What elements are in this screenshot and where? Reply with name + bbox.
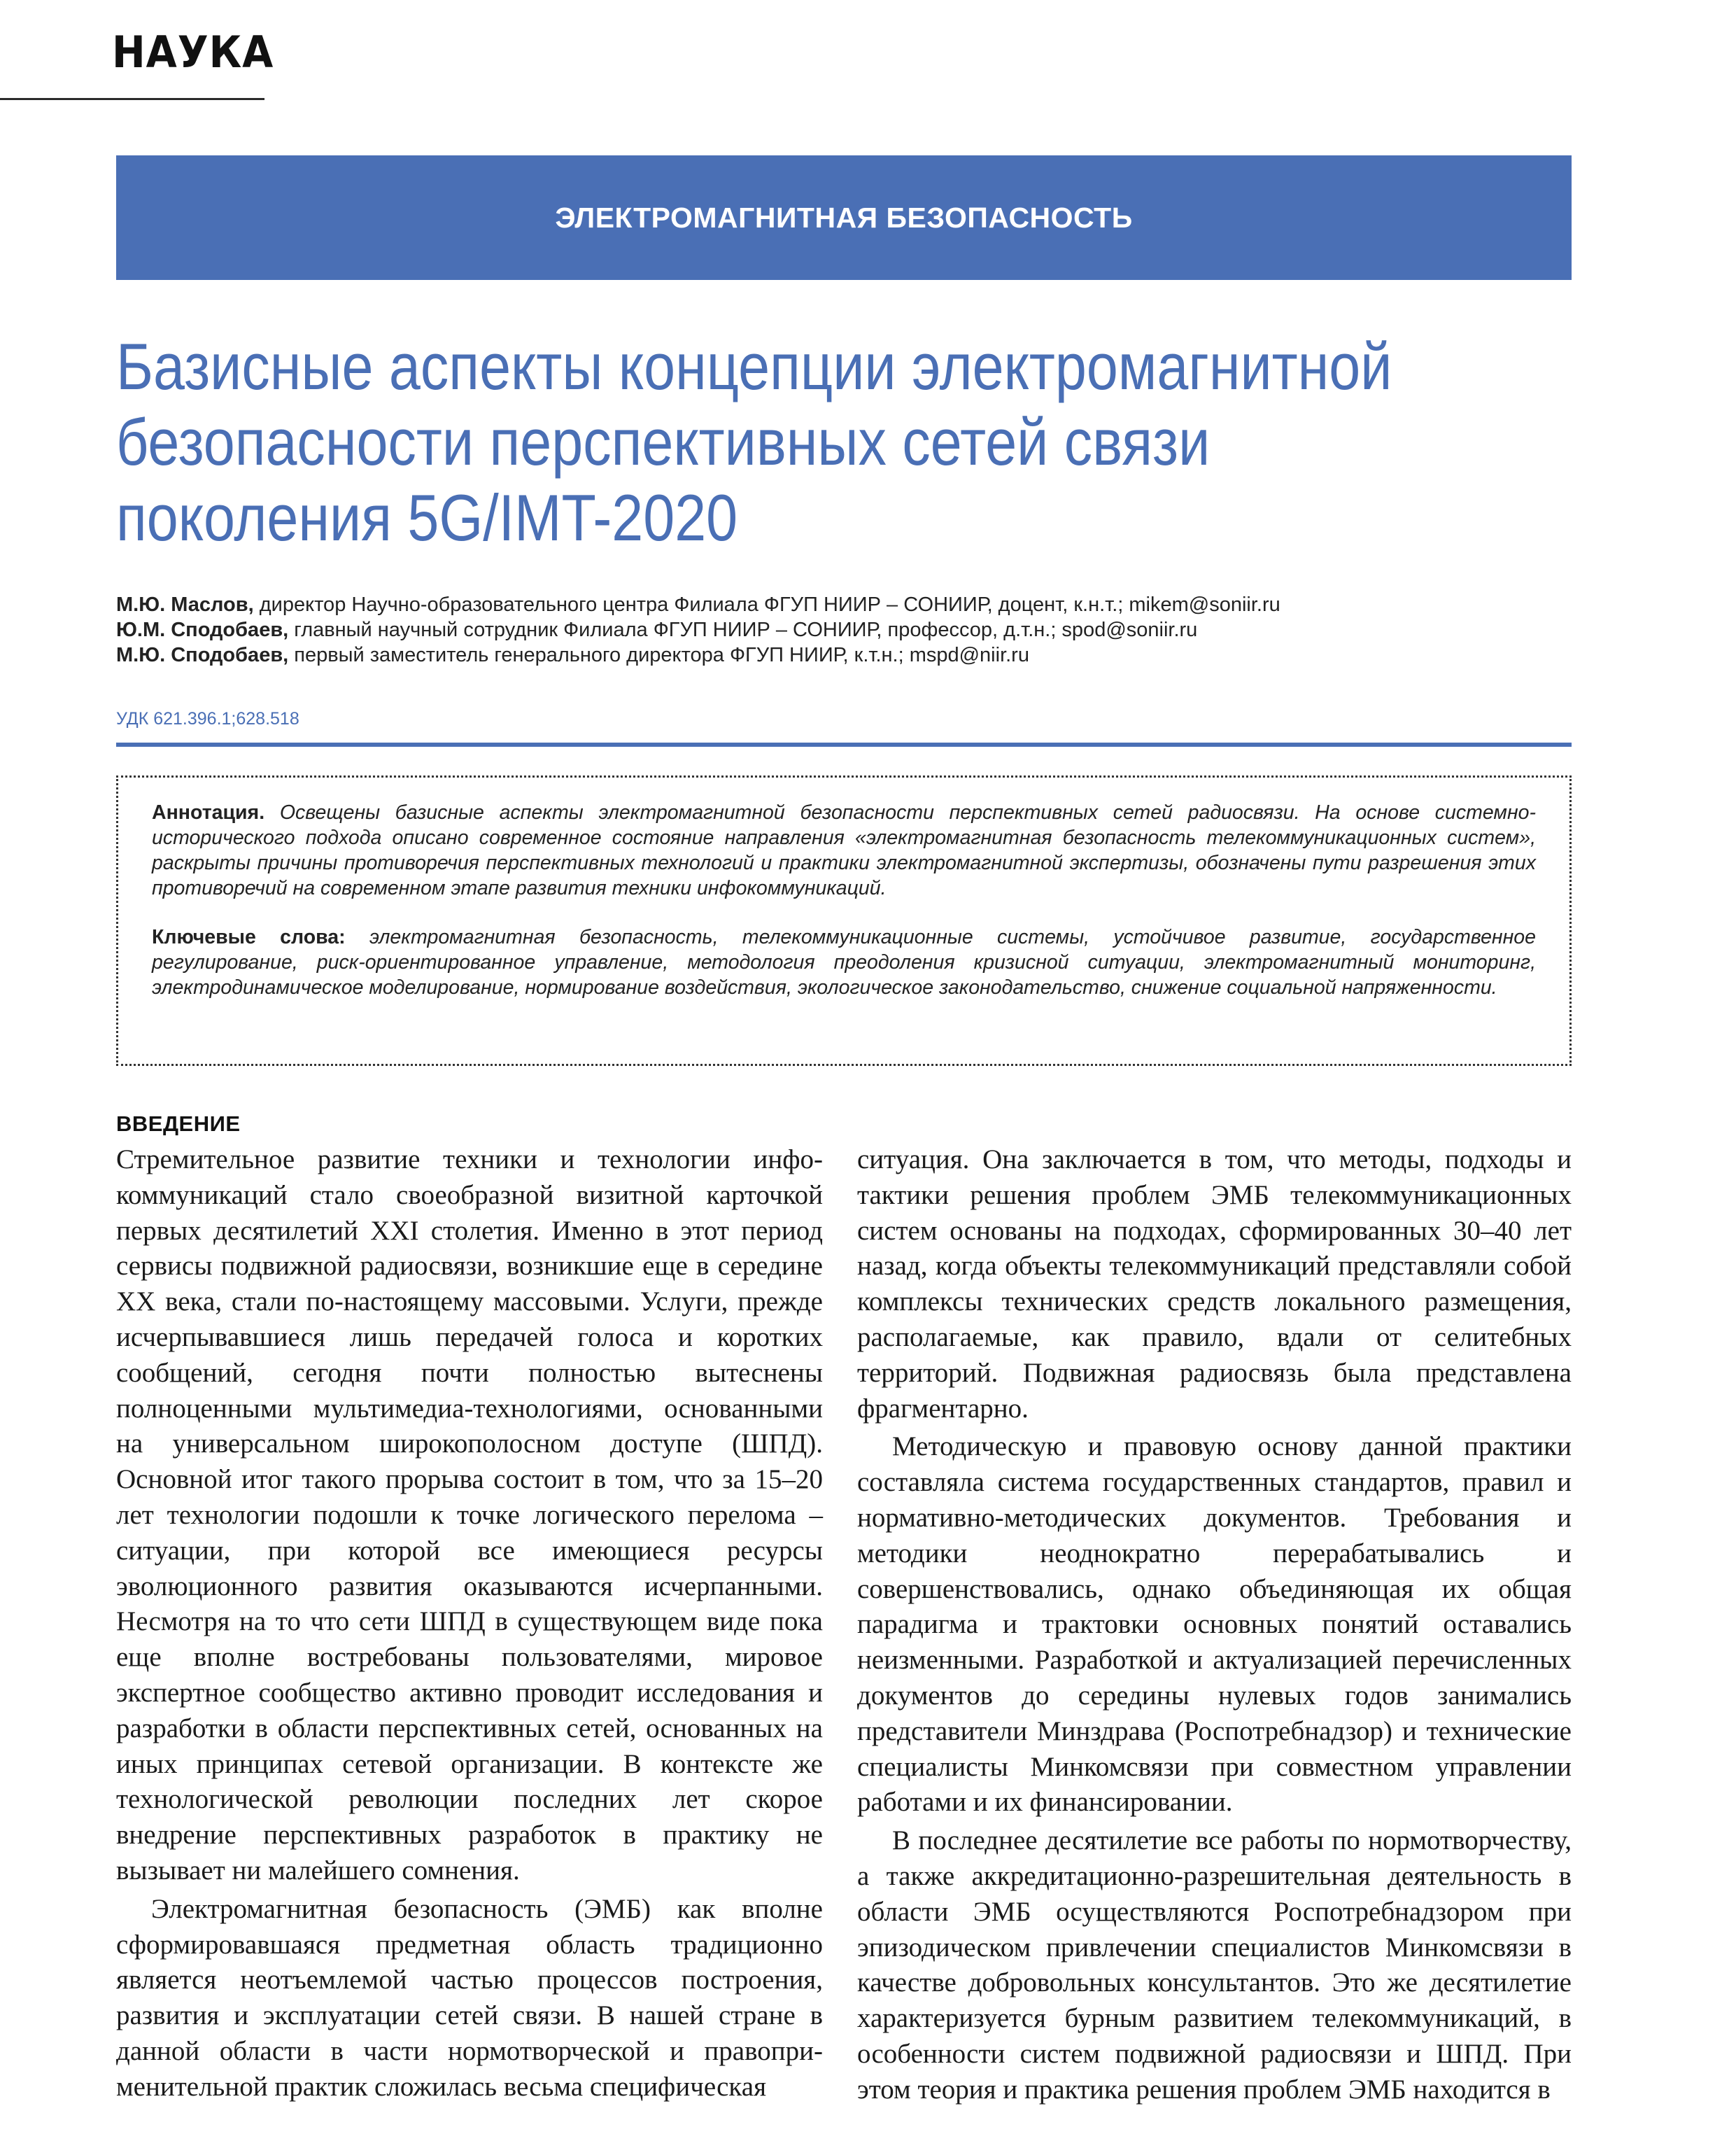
title-line: Базисные аспекты концепции электромагнитной [116, 330, 1392, 403]
abstract-text: Освещены базисные аспекты электромагнитной безопасности перспективных сетей радиосвязи. На основе системно-исторического подхода описано современное состояние направления «электромагнитная безопасность телекоммуникационных систем», раскрыты причины противоречия перспективных технологий и практики электромагнитной экспертизы, обозначены пути разрешения этих противоречий на современном этапе развития техники инфокоммуникаций. [152, 801, 1536, 899]
paragraph: ситуация. Она заключается в том, что методы, подходы и тактики решения проблем ЭМБ телекоммуникационных систем основаны на подходах, сформированных 30–40 лет назад, когда объекты телекоммуникаций представляли собой комплексы технических средств локального размещения, располагаемые, как правило, вдали от селитебных территорий. Подвижная радиосвязь была представлена фрагментарно. [857, 1144, 1572, 1424]
section-banner [116, 155, 1572, 280]
title-line: безопасности перспективных сетей связи [116, 405, 1211, 479]
title-line: поколения 5G/IMT-2020 [116, 481, 738, 554]
section-title: ЭЛЕКТРОМАГНИТНАЯ БЕЗОПАСНОСТЬ [555, 201, 1133, 234]
author-entry [116, 643, 1572, 668]
keywords-label: Ключевые слова: [152, 926, 346, 948]
divider [116, 743, 1572, 747]
journal-name: НАУКА [112, 27, 274, 78]
keywords [152, 925, 1536, 1000]
author-info: первый заместитель генерального директора ФГУП НИИР, к.т.н.; mspd@niir.ru [288, 644, 1029, 666]
paragraph: Электромагнитная безопасность (ЭМБ) как вполне сформировавшаяся предметная область традиционно является неотъемлемой частью процессов построения, развития и эксплуатации сетей связи. В нашей стране в данной области в части нормотворческой и правоприменительной практик сложилась весьма специфическая [116, 1893, 823, 2102]
author-list [116, 592, 1572, 668]
intro-heading: ВВЕДЕНИЕ [116, 1111, 241, 1136]
author-name: Ю.М. Сподобаев, [116, 619, 289, 641]
paragraph: Методическую и правовую основу данной практики составляла система государственных стандартов, правил и нормативно-методических документов. Требования и методики неоднократно перерабатывались и совершенствовались, однако объединяющая их общая парадигма и трактовки основных понятий оставались неизменными. Разработкой и актуализацией перечисленных документов до середины нулевых годов занимались представители Минздрава (Роспотребнадзор) и технические специалисты Минкомсвязи при совместном управлении работами и их финансировании. [857, 1431, 1572, 1818]
journal-rule [0, 98, 264, 100]
abstract-label: Аннотация. [152, 801, 265, 824]
paragraph: В последнее десятилетие все работы по нормотворчеству, а также аккредитационно-разрешительная деятельность в области ЭМБ осуществляются Роспотребнадзором при эпизодическом привлечении специалистов Минкомсвязи в качестве добровольных консультантов. Это же десятилетие характеризуется бурным развитием телекоммуникаций, в особенности систем подвижной радиосвязи и ШПД. При этом теория и практика решения проблем ЭМБ находится в [857, 1825, 1572, 2105]
keywords-text: электромагнитная безопасность, телекоммуникационные системы, устойчивое развитие, государственное регулирование, риск-ориентированное управление, методология преодоления кризисной ситуации, электромагнитный мониторинг, электродинамическое моделирование, нормирование воздействия, экологическое законодательство, снижение социальной напряженности. [152, 926, 1536, 999]
article-title [116, 329, 1392, 556]
abstract [152, 800, 1536, 901]
author-info: директор Научно-образовательного центра Филиала ФГУП НИИР – СОНИИР, доцент, к.н.т.; mikem@soniir.ru [253, 594, 1280, 616]
author-name: М.Ю. Сподобаев, [116, 644, 289, 666]
udk-code: УДК 621.396.1;628.518 [116, 709, 299, 729]
author-entry [116, 617, 1572, 643]
paragraph: Стремительное развитие техники и технологии инфокоммуникаций стало своеобразной визитной карточкой первых десятилетий XXI столетия. Именно в этот период сервисы подвижной радиосвязи, возникшие еще в середине XX века, стали по-настоящему массовыми. Услуги, прежде исчерпывавшиеся лишь передачей голоса и коротких сообщений, сегодня почти полностью вытеснены полноценными мультимедиа-технологиями, основанными на универсальном широкополосном доступе (ШПД). Основной итог такого прорыва состоит в том, что за 15–20 лет технологии подошли к точке логического перелома – ситуации, при которой все имеющиеся ресурсы эволюционного развития оказываются исчерпанными. Несмотря на то что сети ШПД в существующем виде пока еще вполне востребованы пользователями, мировое экспертное сообщество активно проводит исследования и разработки в области перспективных сетей, основанных на иных принципах сетевой организации. В контексте же технологической революции последних лет скорое внедрение перспективных разработок в практику не вызывает ни малейшего сомнения. [116, 1144, 823, 1886]
author-entry [116, 592, 1572, 617]
author-name: М.Ю. Маслов, [116, 594, 254, 616]
author-info: главный научный сотрудник Филиала ФГУП НИИР – СОНИИР, профессор, д.т.н.; spod@soniir.ru [288, 619, 1198, 641]
abstract-box [116, 775, 1572, 1066]
right-column [857, 1142, 1572, 2108]
left-column [116, 1106, 823, 2105]
